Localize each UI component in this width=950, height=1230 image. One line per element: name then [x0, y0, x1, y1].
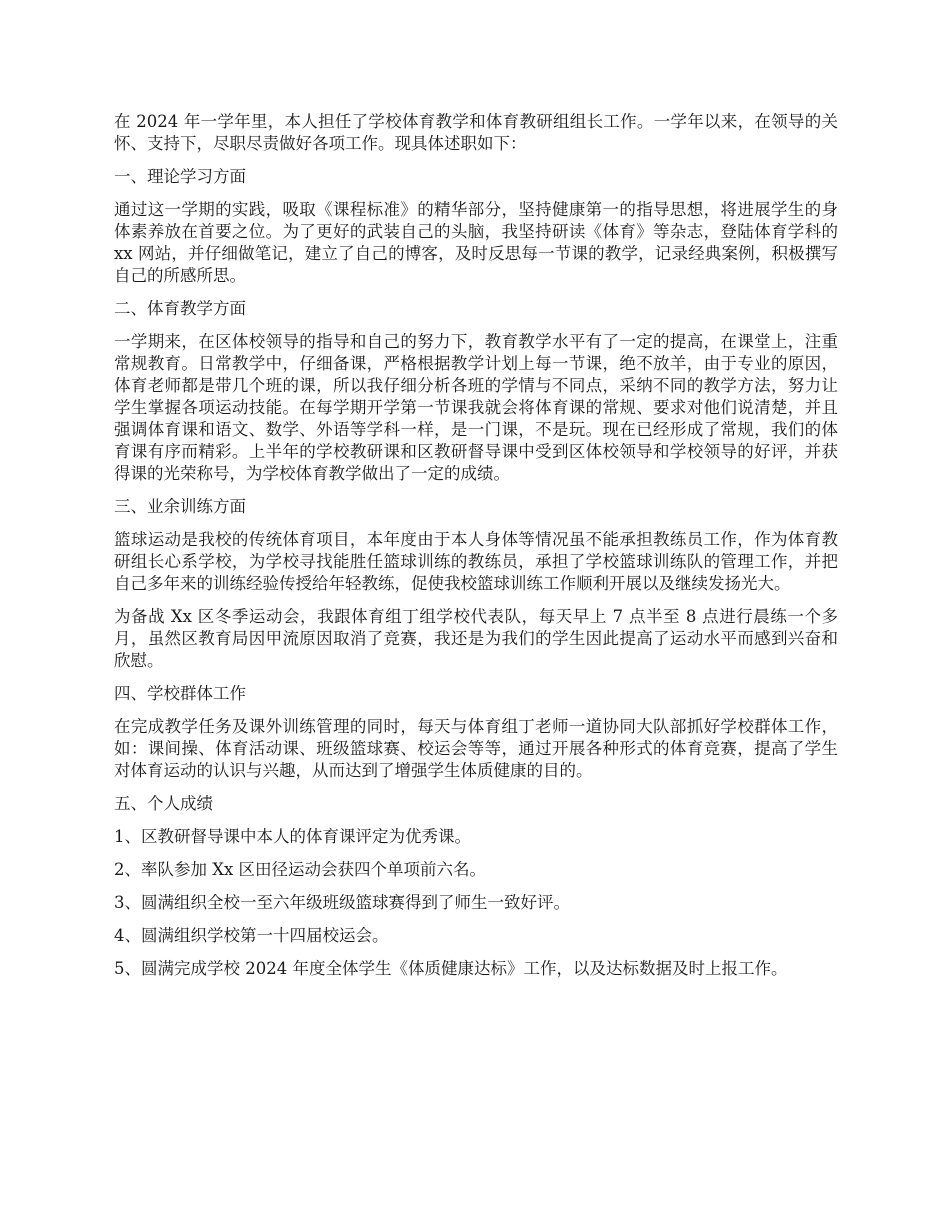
- section-heading-group-work: 四、学校群体工作: [114, 684, 246, 703]
- section-heading-teaching: 二、体育教学方面: [114, 299, 246, 318]
- training-paragraph-winter-games: 为备战 Xx 区冬季运动会，我跟体育组丁组学校代表队，每天早上 7 点半至 8 点进行晨练一个多月，虽然区教育局因甲流原因取消了竞赛，我还是为我们的学生因此提高了运动水平而感到兴奋和欣慰。: [114, 607, 838, 670]
- achievement-item: 5、圆满完成学校 2024 年度全体学生《体质健康达标》工作，以及达标数据及时上报工作。: [114, 959, 788, 978]
- document-body: [114, 111, 838, 991]
- intro-paragraph: 在 2024 年一学年里，本人担任了学校体育教学和体育教研组组长工作。一学年以来，在领导的关怀、支持下，尽职尽责做好各项工作。现具体述职如下：: [114, 112, 838, 153]
- training-paragraph-basketball: 篮球运动是我校的传统体育项目，本年度由于本人身体等情况虽不能承担教练员工作，作为体育教研组长心系学校，为学校寻找能胜任篮球训练的教练员，承担了学校篮球训练队的管理工作，并把自己多年来的训练经验传授给年轻教练，促使我校篮球训练工作顺利开展以及继续发扬光大。: [114, 530, 838, 593]
- group-work-paragraph: 在完成教学任务及课外训练管理的同时，每天与体育组丁老师一道协同大队部抓好学校群体工作，如：课间操、体育活动课、班级篮球赛、校运会等等，通过开展各种形式的体育竞赛，提高了学生对体育运动的认识与兴趣，从而达到了增强学生体质健康的目的。: [114, 717, 838, 780]
- section-heading-theory: 一、理论学习方面: [114, 167, 246, 186]
- theory-paragraph: 通过这一学期的实践，吸取《课程标准》的精华部分，坚持健康第一的指导思想，将进展学生的身体素养放在首要之位。为了更好的武装自己的头脑，我坚持研读《体育》等杂志，登陆体育学科的 xx 网站，并仔细做笔记，建立了自己的博客，及时反思每一节课的教学，记录经典案例，积极撰写自己的所感所思。: [114, 200, 838, 285]
- achievement-item: 4、圆满组织学校第一十四届校运会。: [114, 926, 389, 945]
- achievement-item: 2、率队参加 Xx 区田径运动会获四个单项前六名。: [114, 860, 487, 879]
- section-heading-training: 三、业余训练方面: [114, 497, 246, 516]
- teaching-paragraph: 一学期来，在区体校领导的指导和自己的努力下，教育教学水平有了一定的提高，在课堂上，注重常规教育。日常教学中，仔细备课，严格根据教学计划上每一节课，绝不放羊，由于专业的原因，体育老师都是带几个班的课，所以我仔细分析各班的学情与不同点，采纳不同的教学方法，努力让学生掌握各项运动技能。在每学期开学第一节课我就会将体育课的常规、要求对他们说清楚，并且强调体育课和语文、数学、外语等学科一样，是一门课，不是玩。现在已经形成了常规，我们的体育课有序而精彩。上半年的学校教研课和区教研督导课中受到区体校领导和学校领导的好评，并获得课的光荣称号，为学校体育教学做出了一定的成绩。: [114, 332, 838, 483]
- section-heading-achievements: 五、个人成绩: [114, 794, 213, 813]
- achievement-item: 3、圆满组织全校一至六年级班级篮球赛得到了师生一致好评。: [114, 893, 570, 912]
- achievement-item: 1、区教研督导课中本人的体育课评定为优秀课。: [114, 827, 471, 846]
